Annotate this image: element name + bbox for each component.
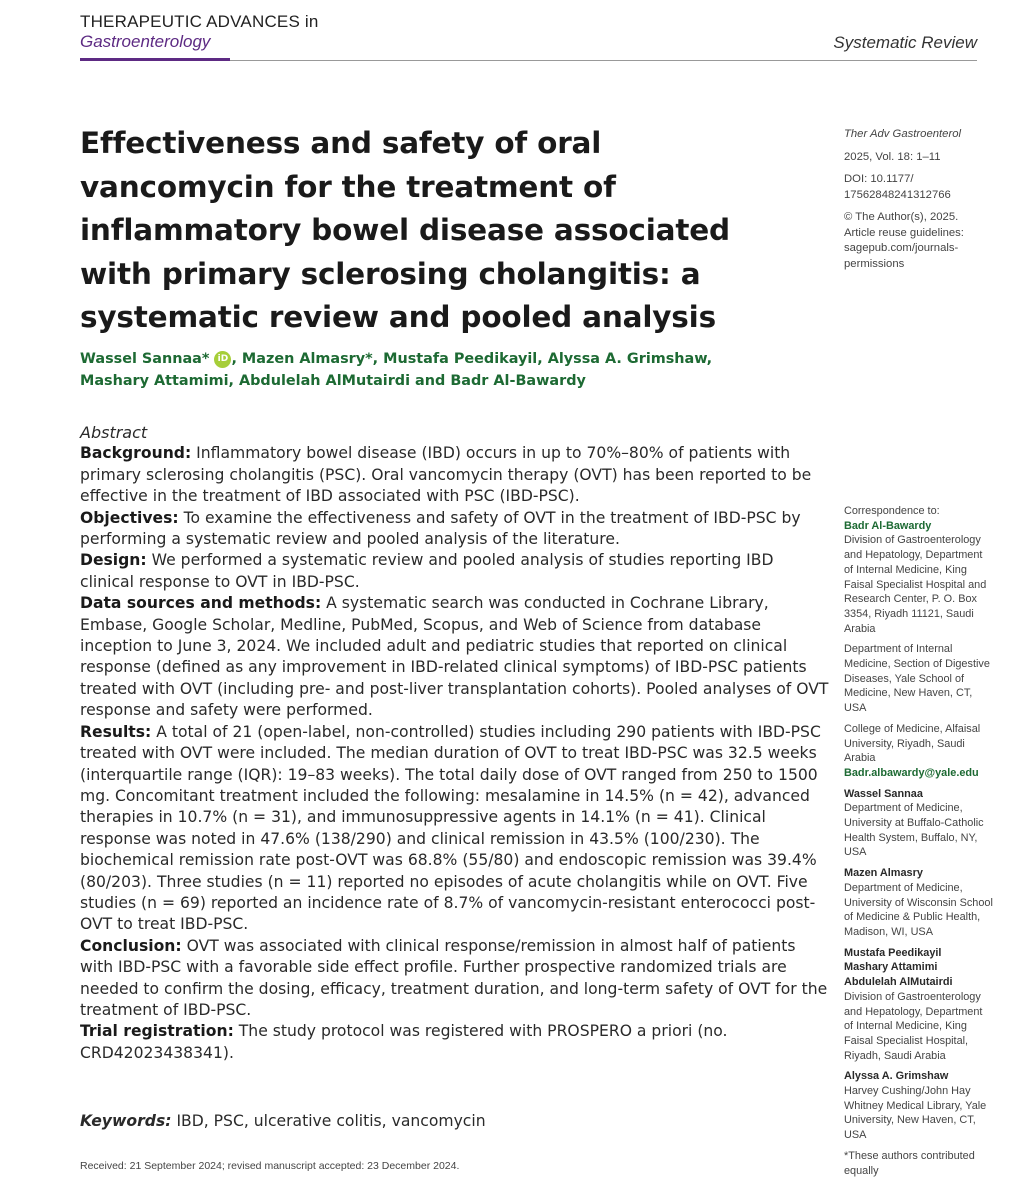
header-accent-bar bbox=[80, 58, 230, 61]
section-text: A systematic search was conducted in Cochrane Library, Embase, Google Scholar, Medline, PubMed, Scopus, and Web of Science from database inception to June 3, 2024. We included adult and pediatric studies that reported on clinical response (defined as any improvement in IBD-related clinical symptoms) of IBD-PSC patients treated with OVT (including pre- and post-liver transplantation cohorts). Pooled analyses of OVT response and safety were performed. bbox=[80, 594, 829, 720]
section-label: Trial registration: bbox=[80, 1022, 234, 1041]
section-text: The study protocol was registered with PROSPERO a priori (no. CRD42023438341). bbox=[80, 1022, 728, 1062]
abstract-design bbox=[80, 550, 832, 593]
abstract-trial-registration bbox=[80, 1021, 832, 1064]
doi[interactable] bbox=[844, 172, 994, 203]
author-affiliation: Department of Medicine, University of Wisconsin School of Medicine & Public Health, Madison, WI, USA bbox=[844, 881, 993, 938]
correspondence-heading: Correspondence to: bbox=[844, 505, 940, 517]
section-text: To examine the effectiveness and safety of OVT in the treatment of IBD-PSC by performing a systematic review and pooled analysis of the literature. bbox=[80, 508, 801, 549]
received-dates: Received: 21 September 2024; revised manuscript accepted: 23 December 2024. bbox=[80, 1160, 460, 1172]
author-name: Abdulelah AlMutairdi bbox=[844, 976, 953, 989]
author-list-line2: Mashary Attamimi, Abdulelah AlMutairdi and Badr Al-Bawardy bbox=[80, 373, 586, 389]
journal-line-1: THERAPEUTIC ADVANCES in bbox=[80, 12, 319, 31]
volume-info: 2025, Vol. 18: 1–11 bbox=[844, 150, 941, 163]
author-affiliation: Harvey Cushing/John Hay Whitney Medical Library, Yale University, New Haven, CT, USA bbox=[844, 1085, 987, 1142]
citation-meta bbox=[844, 127, 994, 279]
reuse-guidelines[interactable]: Article reuse guidelines: sagepub.com/journals-permissions bbox=[844, 226, 964, 270]
abstract-conclusion bbox=[80, 936, 832, 1022]
section-label: Background: bbox=[80, 444, 192, 463]
keywords-label: Keywords: bbox=[80, 1112, 172, 1130]
keywords bbox=[80, 1112, 486, 1130]
journal-abbreviation: Ther Adv Gastroenterol bbox=[844, 128, 961, 140]
equal-contribution-note: *These authors contributed equally bbox=[844, 1149, 975, 1177]
author-first: Wassel Sannaa* bbox=[80, 351, 210, 367]
section-text: Inflammatory bowel disease (IBD) occurs in up to 70%–80% of patients with primary sclerosing cholangitis (PSC). Oral vancomycin therapy (OVT) has been reported to be effective in the treatment of IBD associated with PSC (IBD-PSC). bbox=[80, 444, 812, 506]
abstract-data-sources bbox=[80, 593, 832, 721]
abstract-results bbox=[80, 722, 832, 936]
author-list-rest: , Mazen Almasry*, Mustafa Peedikayil, Alyssa A. Grimshaw, bbox=[231, 351, 713, 367]
section-text: OVT was associated with clinical response/remission in almost half of patients with IBD-PSC with a favorable side effect profile. Further prospective randomized trials are needed to confirm the dosing, efficacy, treatment duration, and long-term safety of OVT for the treatment of IBD-PSC. bbox=[80, 936, 828, 1019]
author-affiliation: Division of Gastroenterology and Hepatology, Department of Internal Medicine, King Faisal Specialist Hospital, Riyadh, Saudi Arabia bbox=[844, 990, 983, 1062]
section-text: We performed a systematic review and pooled analysis of studies reporting IBD clinical response to OVT in IBD-PSC. bbox=[80, 551, 774, 591]
correspondence bbox=[844, 504, 994, 1178]
copyright bbox=[844, 210, 994, 272]
section-label: Conclusion: bbox=[80, 936, 182, 955]
author-name: Mazen Almasry bbox=[844, 867, 923, 880]
correspondence-email[interactable]: Badr.albawardy@yale.edu bbox=[844, 766, 979, 779]
article-type-label: Systematic Review bbox=[833, 33, 977, 52]
section-label: Data sources and methods: bbox=[80, 594, 322, 613]
affiliation-2: Department of Internal Medicine, Section of Digestive Diseases, Yale School of Medicine, New Haven, CT, USA bbox=[844, 643, 990, 715]
abstract-background bbox=[80, 443, 832, 507]
doi-value[interactable]: 17562848241312766 bbox=[844, 188, 951, 201]
keywords-text: IBD, PSC, ulcerative colitis, vancomycin bbox=[176, 1112, 486, 1130]
corresponding-author-name: Badr Al-Bawardy bbox=[844, 519, 932, 532]
affiliation-1: Division of Gastroenterology and Hepatology, Department of Internal Medicine, King Faisal Specialist Hospital and Research Center, P. O. Box 3354, Riyadh 11121, Saudi Arabia bbox=[844, 534, 987, 635]
section-label: Objectives: bbox=[80, 508, 179, 527]
affiliation-3: College of Medicine, Alfaisal University, Riyadh, Saudi Arabia bbox=[844, 722, 981, 765]
author-name: Wassel Sannaa bbox=[844, 787, 923, 800]
section-text: A total of 21 (open-label, non-controlled) studies including 290 patients with IBD-PSC treated with OVT were included. The median duration of OVT to treat IBD-PSC was 32.5 weeks (interquartile range (IQR): 19–83 weeks). The total daily dose of OVT ranged from 250 to 1500 mg. Concomitant treatment included the following: mesalamine in 14.5% (n = 42), advanced therapies in 10.7% (n = 31), and immunosuppressive agents in 14.1% (n = 41). Clinical response was noted in 47.6% (138/290) and clinical remission in 43.5% (100/230). The biochemical remission rate post-OVT was 68.8% (55/80) and endoscopic remission was 39.4% (80/203). Three studies (n = 11) reported no episodes of acute cholangitis while on OVT. Five studies (n = 69) reported an incidence rate of 8.7% of vancomycin-resistant enterococci post-OVT to treat IBD-PSC. bbox=[80, 722, 821, 934]
section-label: Design: bbox=[80, 551, 147, 570]
author-affiliation: Department of Medicine, University at Buffalo-Catholic Health System, Buffalo, NY, USA bbox=[844, 802, 984, 859]
author-name: Alyssa A. Grimshaw bbox=[844, 1070, 949, 1083]
abstract bbox=[80, 422, 832, 1064]
copyright-text: © The Author(s), 2025. bbox=[844, 211, 959, 223]
section-label: Results: bbox=[80, 722, 152, 741]
author-name: Mashary Attamimi bbox=[844, 961, 938, 974]
abstract-objectives bbox=[80, 508, 832, 551]
author-name: Mustafa Peedikayil bbox=[844, 946, 942, 959]
abstract-heading: Abstract bbox=[80, 423, 148, 442]
journal-name bbox=[80, 12, 319, 53]
author-list bbox=[80, 348, 740, 392]
orcid-icon[interactable]: iD bbox=[214, 351, 231, 368]
journal-line-2: Gastroenterology bbox=[80, 32, 211, 52]
article-title: Effectiveness and safety of oral vancomycin for the treatment of inflammatory bowel disease associated with primary sclerosing cholangitis: a systematic review and pooled analysis bbox=[80, 126, 730, 334]
doi-label: DOI: 10.1177/ bbox=[844, 173, 914, 185]
